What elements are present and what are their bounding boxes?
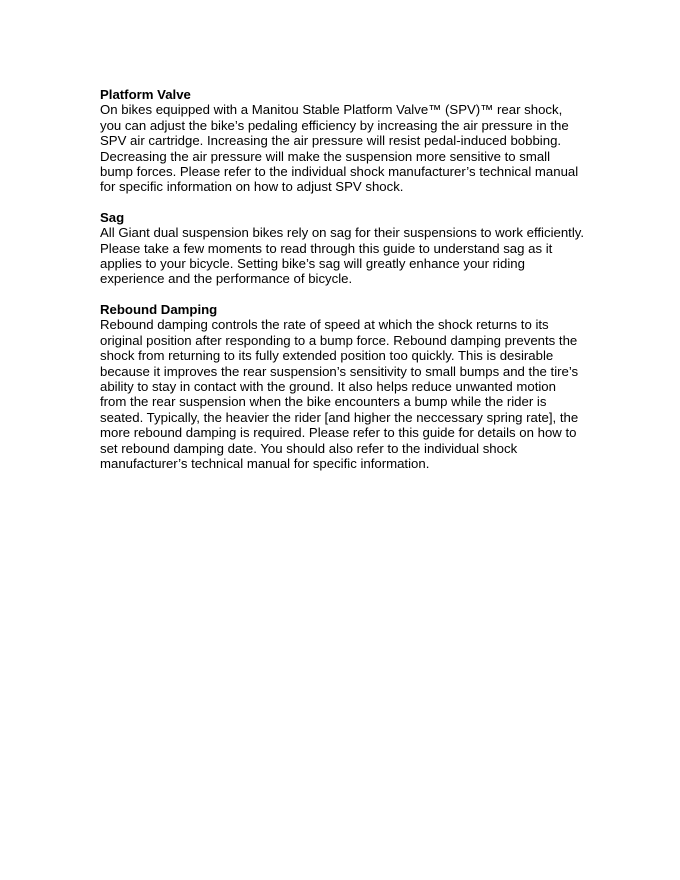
section-heading: Sag [100, 209, 125, 225]
section-sag [100, 210, 588, 287]
body-line: applies to your bicycle. Setting bike’s sag will greatly enhance your riding [100, 256, 525, 272]
body-line: set rebound damping date. You should also refer to the individual shock [100, 440, 518, 456]
body-line: from the rear suspension when the bike encounters a bump while the rider is [100, 394, 547, 410]
body-line: All Giant dual suspension bikes rely on sag for their suspensions to work efficiently. [100, 225, 585, 241]
section-body [100, 317, 588, 471]
body-line: On bikes equipped with a Manitou Stable Platform Valve™ (SPV)™ rear shock, [100, 102, 563, 118]
body-line: Please take a few moments to read through this guide to understand sag as it [100, 240, 553, 256]
body-line: you can adjust the bike’s pedaling efficiency by increasing the air pressure in the [100, 117, 569, 133]
section-body [100, 225, 588, 287]
body-line: more rebound damping is required. Please refer to this guide for details on how to [100, 425, 577, 441]
document-page [100, 87, 588, 486]
section-rebound-damping [100, 302, 588, 471]
body-line: original position after responding to a bump force. Rebound damping prevents the [100, 332, 578, 348]
body-line: seated. Typically, the heavier the rider [and higher the neccessary spring rate], the [100, 409, 579, 425]
body-line: bump forces. Please refer to the individual shock manufacturer’s technical manual [100, 164, 579, 180]
section-body [100, 102, 588, 194]
body-line: experience and the performance of bicycle. [100, 271, 353, 287]
body-line: Rebound damping controls the rate of speed at which the shock returns to its [100, 317, 549, 333]
body-line: for specific information on how to adjust SPV shock. [100, 179, 404, 195]
section-heading: Platform Valve [100, 87, 191, 102]
section-platform-valve [100, 87, 588, 195]
body-line: SPV air cartridge. Increasing the air pressure will resist pedal-induced bobbing. [100, 133, 562, 149]
body-line: shock from returning to its fully extended position too quickly. This is desirable [100, 348, 554, 364]
section-heading: Rebound Damping [100, 301, 218, 317]
body-line: because it improves the rear suspension’s sensitivity to small bumps and the tire’s [100, 363, 579, 379]
body-line: ability to stay in contact with the ground. It also helps reduce unwanted motion [100, 378, 556, 394]
body-line: manufacturer’s technical manual for specific information. [100, 455, 430, 471]
body-line: Decreasing the air pressure will make the suspension more sensitive to small [100, 148, 551, 164]
